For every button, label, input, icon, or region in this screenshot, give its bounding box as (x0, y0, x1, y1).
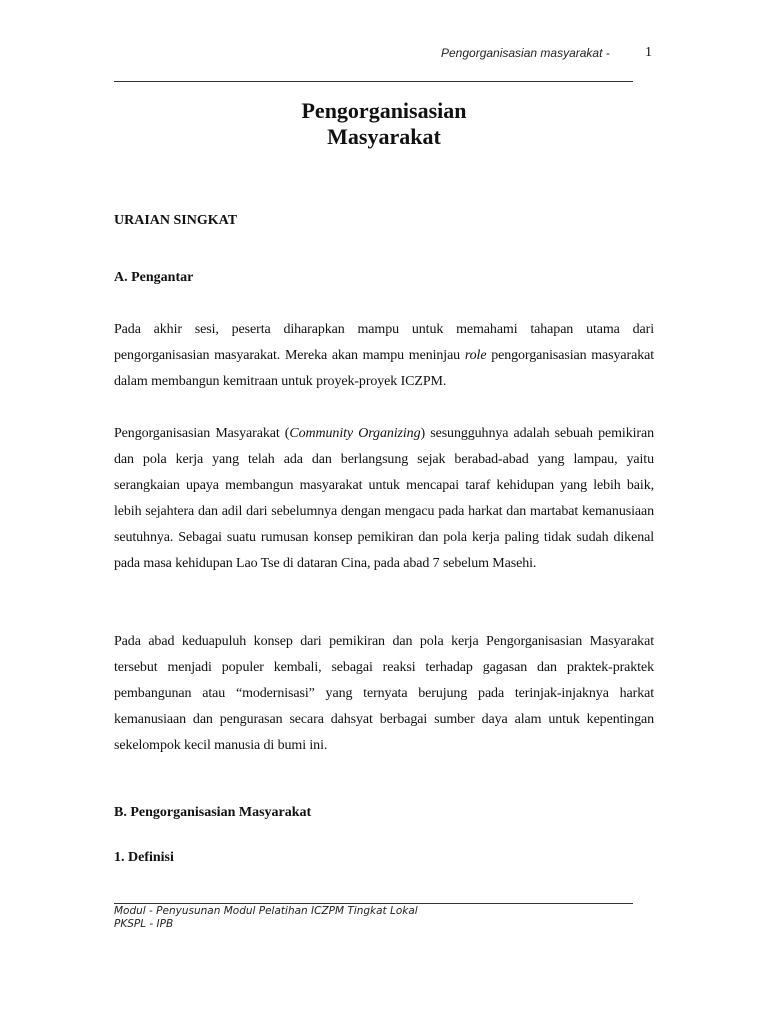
p2-text-b: ) sesungguhnya adalah sebuah pemikiran dan pola kerja yang telah ada dan berlangsung sejak berabad-abad yang lampau, yaitu serangkaian upaya membangun masyarakat untuk mencapai taraf kehidupan yang lebih baik, lebih sejahtera dan adil dari sebelumnya dengan mengacu pada harkat dan martabat kemanusiaan seutuhnya. Sebagai suatu rumusan konsep pemikiran dan pola kerja paling tidak sudah dikenal pada masa kehidupan Lao Tse di dataran Cina, pada abad 7 sebelum Masehi. (114, 426, 654, 571)
paragraph-intro (114, 317, 654, 395)
p1-italic: role (464, 348, 487, 363)
title-line-1: Pengorganisasian (301, 98, 467, 123)
section-b-heading: B. Pengorganisasian Masyarakat (114, 805, 312, 820)
header-rule (114, 81, 633, 82)
running-header-title: Pengorganisasian masyarakat - (441, 46, 610, 60)
footer-rule (114, 903, 633, 904)
p2-italic: Community Organizing (289, 426, 421, 441)
summary-heading: URAIAN SINGKAT (114, 213, 238, 228)
p1-text-a: Pada akhir sesi, peserta diharapkan mampu untuk memahami tahapan utama dari pengorganisasian masyarakat. Mereka akan mampu meninjau (114, 322, 654, 363)
p1-text-b: pengorganisasian masyarakat dalam membangun kemitraan untuk proyek-proyek ICZPM. (114, 348, 655, 389)
paragraph-history (114, 421, 654, 577)
paragraph-twentieth-century (114, 629, 654, 759)
p3-text: Pada abad keduapuluh konsep dari pemikiran dan pola kerja Pengorganisasian Masyarakat tersebut menjadi populer kembali, sebagai reaksi terhadap gagasan dan praktek-praktek pembangunan atau “modernisasi” yang ternyata berujung pada terinjak-injaknya harkat kemanusiaan dan pengurasan secara dahsyat berbagai sumber daya alam untuk kepentingan sekelompok kecil manusia di bumi ini. (114, 634, 654, 753)
footer-line-1: Modul - Penyusunan Modul Pelatihan ICZPM Tingkat Lokal (114, 905, 418, 917)
footer-line-2: PKSPL - IPB (114, 918, 174, 930)
document-title (114, 98, 654, 150)
section-b1-heading: 1. Definisi (114, 850, 174, 865)
p2-text-a: Pengorganisasian Masyarakat ( (114, 426, 290, 441)
page-number: 1 (645, 45, 652, 60)
title-line-2: Masyarakat (327, 124, 441, 149)
section-a-heading: A. Pengantar (114, 270, 194, 285)
